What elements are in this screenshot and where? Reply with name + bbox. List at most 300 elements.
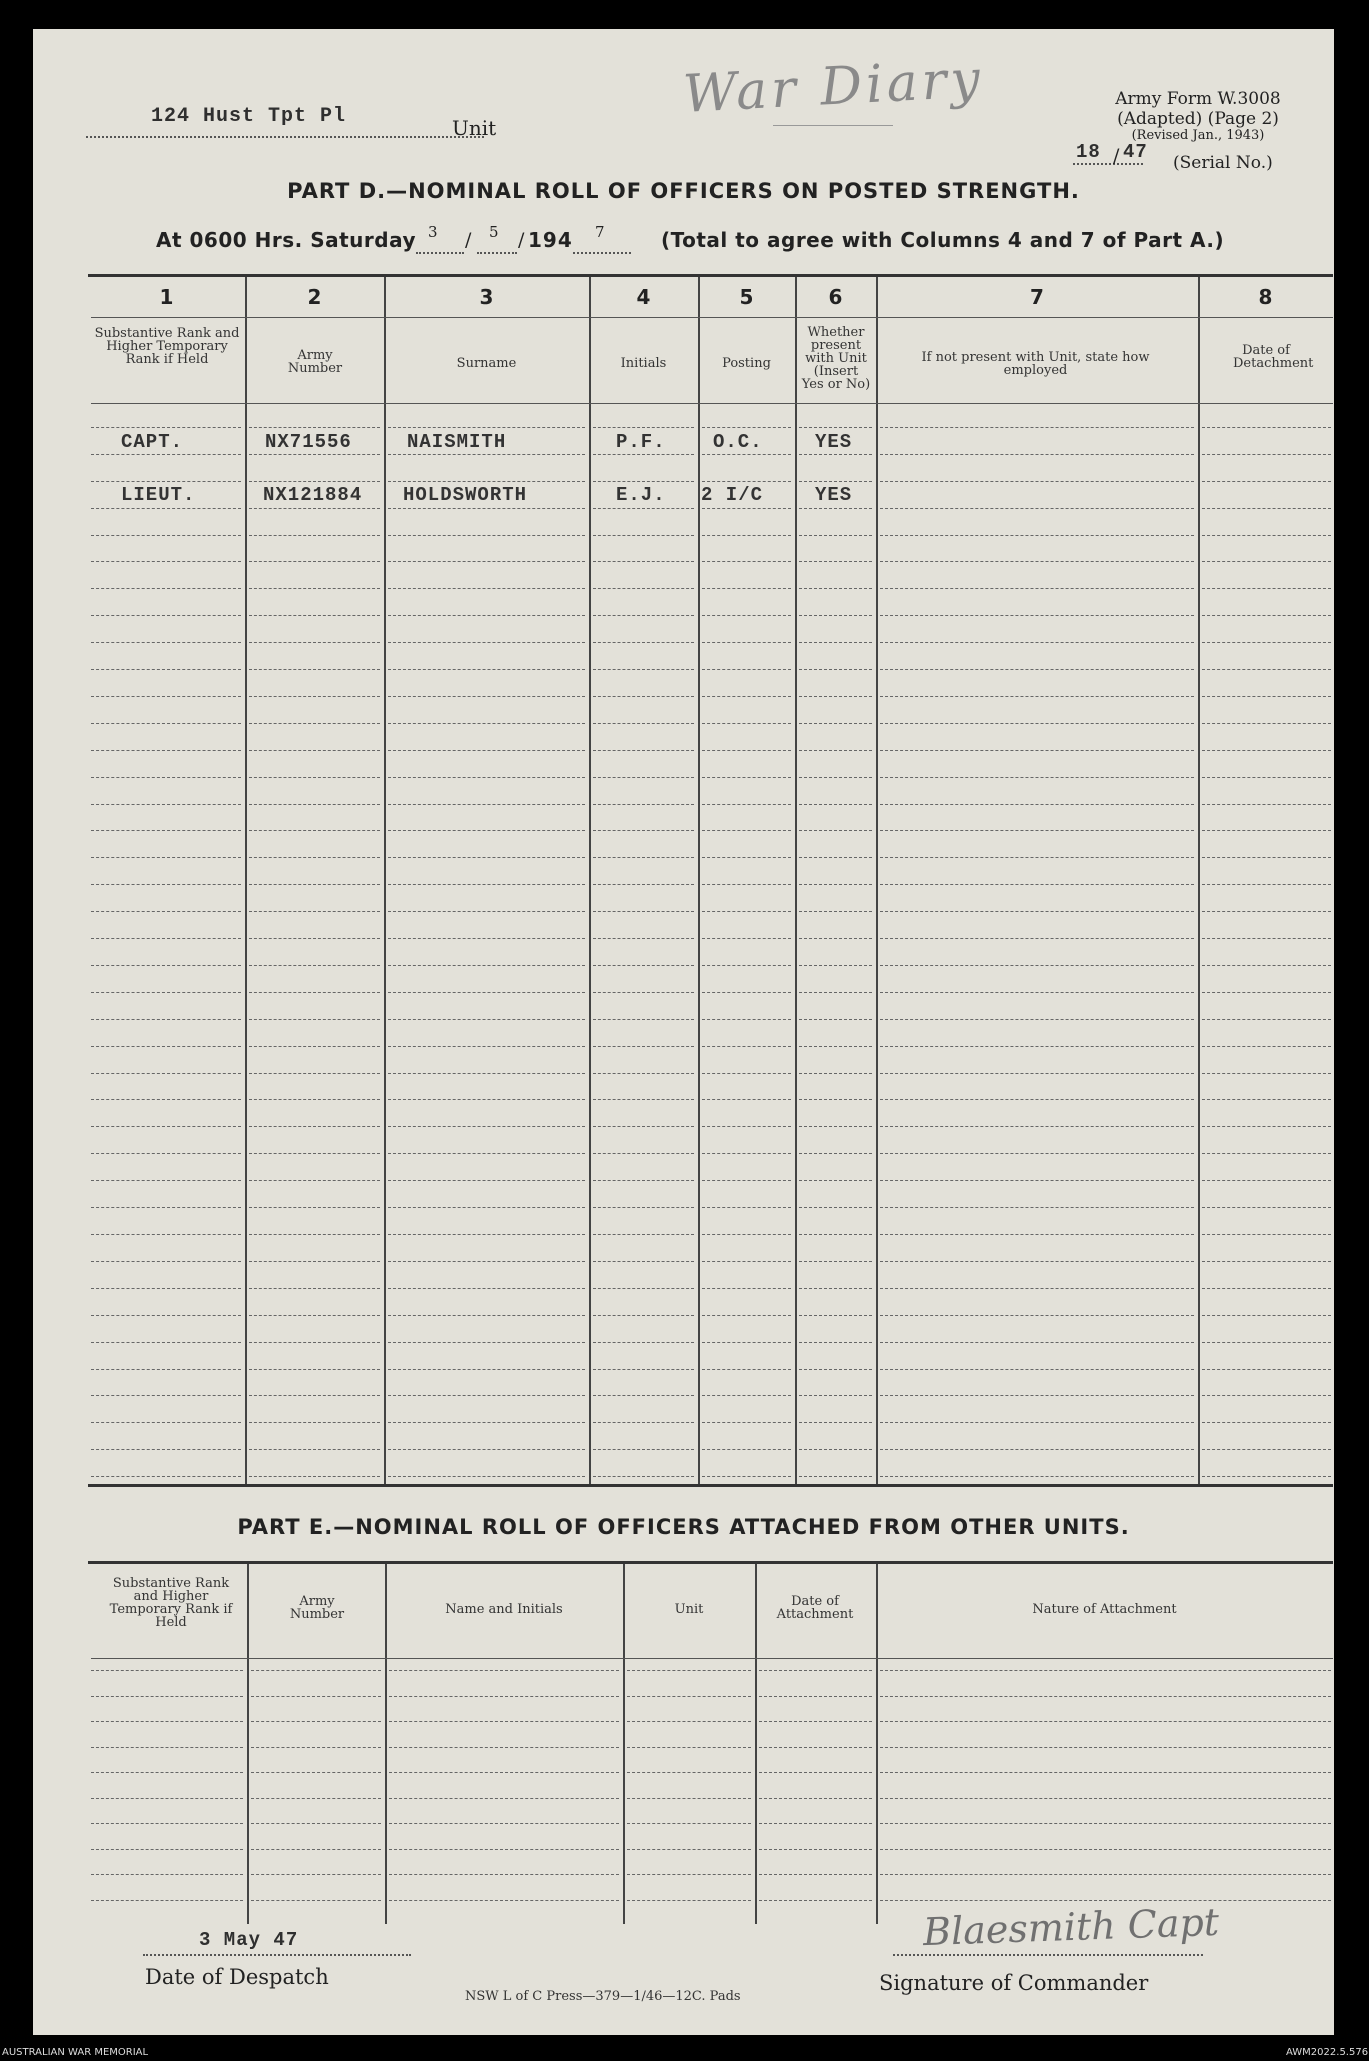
col-number-8: 8	[1258, 285, 1273, 309]
part-d-ruled-line	[249, 1315, 380, 1316]
handwritten-title: War Diary	[681, 49, 986, 125]
part-d-ruled-line	[880, 884, 1194, 885]
part-e-ruled-line	[91, 1696, 243, 1697]
part-d-ruled-line	[593, 1099, 694, 1100]
part-d-ruled-line	[593, 454, 694, 455]
part-d-ruled-line	[799, 1315, 872, 1316]
part-d-ruled-line	[1202, 1180, 1331, 1181]
part-d-year-digit: 7	[595, 223, 605, 241]
part-d-ruled-line	[91, 804, 241, 805]
part-d-ruled-line	[593, 481, 694, 482]
part-d-ruled-line	[880, 1261, 1194, 1262]
form-revised: (Revised Jan., 1943)	[1131, 128, 1265, 143]
part-d-ruled-line	[249, 1288, 380, 1289]
part-e-ruled-line	[251, 1900, 381, 1901]
part-d-ruled-line	[702, 1395, 791, 1396]
part-e-ruled-line	[627, 1874, 751, 1875]
part-d-ruled-line	[880, 696, 1194, 697]
part-e-ruled-line	[91, 1772, 243, 1773]
part-d-ruled-line	[702, 1153, 791, 1154]
part-d-ruled-line	[91, 1422, 241, 1423]
part-d-ruled-line	[91, 1234, 241, 1235]
part-d-ruled-line	[799, 454, 872, 455]
part-d-ruled-line	[702, 1099, 791, 1100]
part-d-ruled-line	[388, 750, 585, 751]
part-d-ruled-line	[91, 1315, 241, 1316]
e-divider-2	[385, 1564, 387, 1924]
part-d-time-prefix: At 0600 Hrs. Saturday	[156, 228, 416, 252]
part-d-ruled-line	[388, 1234, 585, 1235]
part-d-ruled-line	[388, 857, 585, 858]
e-header-unit: Unit	[674, 1602, 704, 1617]
part-d-ruled-line	[702, 1315, 791, 1316]
part-e-ruled-line	[251, 1874, 381, 1875]
part-d-ruled-line	[91, 1153, 241, 1154]
part-d-ruled-line	[91, 992, 241, 993]
part-d-ruled-line	[91, 1476, 241, 1477]
part-d-ruled-line	[702, 965, 791, 966]
part-d-ruled-line	[388, 1369, 585, 1370]
part-d-ruled-line	[388, 911, 585, 912]
part-d-ruled-line	[799, 911, 872, 912]
part-d-ruled-line	[388, 884, 585, 885]
part-e-ruled-line	[91, 1798, 243, 1799]
part-e-ruled-line	[389, 1798, 619, 1799]
part-d-ruled-line	[91, 1073, 241, 1074]
part-d-ruled-line	[91, 1099, 241, 1100]
part-e-ruled-line	[251, 1849, 381, 1850]
part-d-ruled-line	[91, 481, 241, 482]
part-d-ruled-line	[702, 938, 791, 939]
part-d-ruled-line	[249, 1342, 380, 1343]
part-d-ruled-line	[388, 1261, 585, 1262]
part-d-ruled-line	[593, 750, 694, 751]
part-e-ruled-line	[251, 1670, 381, 1671]
part-d-ruled-line	[880, 615, 1194, 616]
form-adapted: (Adapted) (Page 2)	[1117, 109, 1279, 129]
part-d-ruled-line	[1202, 1234, 1331, 1235]
col-number-5: 5	[739, 285, 754, 309]
d-divider-5	[795, 277, 797, 1484]
part-d-ruled-line	[799, 535, 872, 536]
part-d-ruled-line	[1202, 965, 1331, 966]
part-d-ruled-line	[702, 1180, 791, 1181]
part-d-ruled-line	[249, 427, 380, 428]
e-divider-4	[755, 1564, 757, 1924]
part-d-ruled-line	[880, 804, 1194, 805]
row-1-number: NX71556	[265, 431, 352, 453]
part-d-ruled-line	[388, 696, 585, 697]
part-d-ruled-line	[249, 1207, 380, 1208]
handwriting-underline	[773, 125, 893, 126]
part-d-ruled-line	[702, 830, 791, 831]
part-d-ruled-line	[1202, 1369, 1331, 1370]
part-d-ruled-line	[91, 1126, 241, 1127]
part-d-ruled-line	[702, 481, 791, 482]
part-d-ruled-line	[880, 1422, 1194, 1423]
part-d-ruled-line	[702, 588, 791, 589]
part-d-ruled-line	[702, 642, 791, 643]
part-e-ruled-line	[91, 1874, 243, 1875]
part-d-ruled-line	[388, 965, 585, 966]
part-e-ruled-line	[880, 1696, 1331, 1697]
despatch-label: Date of Despatch	[145, 1965, 329, 1989]
part-d-ruled-line	[1202, 723, 1331, 724]
part-d-ruled-line	[702, 857, 791, 858]
part-d-ruled-line	[1202, 508, 1331, 509]
part-d-ruled-line	[388, 1099, 585, 1100]
part-d-ruled-line	[388, 1153, 585, 1154]
part-d-ruled-line	[249, 1019, 380, 1020]
part-d-ruled-line	[91, 1261, 241, 1262]
part-d-ruled-line	[1202, 911, 1331, 912]
part-e-ruled-line	[389, 1670, 619, 1671]
part-d-ruled-line	[593, 615, 694, 616]
part-d-ruled-line	[388, 508, 585, 509]
part-d-ruled-line	[799, 1099, 872, 1100]
part-d-ruled-line	[799, 723, 872, 724]
serial-label: (Serial No.)	[1173, 153, 1273, 173]
part-d-ruled-line	[880, 561, 1194, 562]
part-d-ruled-line	[91, 911, 241, 912]
part-d-ruled-line	[249, 481, 380, 482]
d-header-bottom-line	[91, 403, 1333, 404]
signature-dotted-line	[893, 1954, 1203, 1956]
part-d-ruled-line	[702, 561, 791, 562]
part-d-ruled-line	[388, 1342, 585, 1343]
part-d-ruled-line	[593, 1046, 694, 1047]
part-d-ruled-line	[593, 561, 694, 562]
despatch-date: 3 May 47	[199, 1929, 299, 1951]
col-number-1: 1	[159, 285, 174, 309]
part-d-ruled-line	[249, 1099, 380, 1100]
part-d-ruled-line	[1202, 1449, 1331, 1450]
part-e-ruled-line	[880, 1721, 1331, 1722]
part-d-ruled-line	[702, 992, 791, 993]
part-d-ruled-line	[799, 750, 872, 751]
part-d-ruled-line	[1202, 1019, 1331, 1020]
part-d-ruled-line	[1202, 884, 1331, 885]
part-e-ruled-line	[91, 1849, 243, 1850]
part-d-ruled-line	[799, 588, 872, 589]
part-d-ruled-line	[593, 1288, 694, 1289]
part-d-ruled-line	[388, 1395, 585, 1396]
part-d-title: PART D.—NOMINAL ROLL OF OFFICERS ON POSTED STRENGTH.	[287, 179, 1080, 203]
part-d-ruled-line	[702, 884, 791, 885]
part-d-ruled-line	[388, 1315, 585, 1316]
part-d-ruled-line	[249, 1126, 380, 1127]
part-d-ruled-line	[880, 1207, 1194, 1208]
part-e-ruled-line	[251, 1696, 381, 1697]
part-e-ruled-line	[389, 1900, 619, 1901]
part-d-ruled-line	[799, 1369, 872, 1370]
part-d-ruled-line	[388, 454, 585, 455]
e-header-nature: Nature of Attachment	[1032, 1602, 1177, 1617]
part-d-ruled-line	[91, 965, 241, 966]
date-slash-1: /	[465, 229, 472, 251]
part-d-ruled-line	[249, 750, 380, 751]
e-divider-5	[876, 1564, 878, 1924]
part-e-ruled-line	[627, 1670, 751, 1671]
part-d-ruled-line	[702, 615, 791, 616]
part-d-ruled-line	[880, 535, 1194, 536]
part-d-ruled-line	[91, 938, 241, 939]
part-d-ruled-line	[91, 1288, 241, 1289]
part-d-ruled-line	[388, 1449, 585, 1450]
part-d-ruled-line	[799, 992, 872, 993]
part-d-ruled-line	[249, 1422, 380, 1423]
part-e-ruled-line	[91, 1900, 243, 1901]
part-d-ruled-line	[91, 857, 241, 858]
part-d-ruled-line	[880, 454, 1194, 455]
part-d-ruled-line	[593, 427, 694, 428]
part-d-ruled-line	[799, 1449, 872, 1450]
part-d-ruled-line	[388, 615, 585, 616]
part-d-ruled-line	[880, 588, 1194, 589]
part-d-ruled-line	[880, 992, 1194, 993]
part-d-ruled-line	[388, 481, 585, 482]
part-d-ruled-line	[593, 857, 694, 858]
part-d-ruled-line	[702, 1234, 791, 1235]
part-d-ruled-line	[1202, 481, 1331, 482]
part-d-ruled-line	[593, 1476, 694, 1477]
part-d-ruled-line	[249, 1073, 380, 1074]
part-d-ruled-line	[702, 1288, 791, 1289]
part-d-ruled-line	[249, 938, 380, 939]
row-2-number: NX121884	[263, 484, 363, 506]
col-header-employed: If not present with Unit, state how employed	[921, 350, 1150, 378]
part-d-ruled-line	[388, 1207, 585, 1208]
part-d-ruled-line	[91, 1019, 241, 1020]
part-d-ruled-line	[388, 804, 585, 805]
col-header-surname: Surname	[456, 356, 517, 371]
row-2-present: YES	[815, 484, 853, 506]
part-e-ruled-line	[251, 1721, 381, 1722]
part-e-ruled-line	[880, 1874, 1331, 1875]
row-1-surname: NAISMITH	[407, 431, 507, 453]
part-d-ruled-line	[702, 1073, 791, 1074]
part-d-ruled-line	[702, 723, 791, 724]
part-e-ruled-line	[627, 1798, 751, 1799]
col-number-7: 7	[1030, 285, 1044, 309]
e-divider-1	[247, 1564, 249, 1924]
part-d-ruled-line	[249, 1369, 380, 1370]
year-dotted-line	[573, 252, 631, 254]
part-d-ruled-line	[702, 454, 791, 455]
part-d-ruled-line	[1202, 1153, 1331, 1154]
part-d-ruled-line	[91, 588, 241, 589]
commander-signature: Blaesmith Capt	[922, 1899, 1220, 1955]
part-d-ruled-line	[702, 1422, 791, 1423]
row-1-present: YES	[815, 431, 853, 453]
col-header-present: Whether present with Unit (Insert Yes or No)	[801, 325, 871, 392]
part-d-ruled-line	[388, 1476, 585, 1477]
part-d-ruled-line	[91, 669, 241, 670]
part-d-ruled-line	[799, 1019, 872, 1020]
part-d-ruled-line	[702, 1019, 791, 1020]
part-d-ruled-line	[799, 1207, 872, 1208]
part-d-ruled-line	[880, 1153, 1194, 1154]
part-e-ruled-line	[880, 1823, 1331, 1824]
part-d-ruled-line	[880, 1476, 1194, 1477]
part-d-ruled-line	[1202, 535, 1331, 536]
part-e-ruled-line	[251, 1772, 381, 1773]
d-header-top-line	[91, 317, 1333, 318]
part-d-ruled-line	[1202, 1476, 1331, 1477]
part-d-ruled-line	[388, 588, 585, 589]
part-d-ruled-line	[388, 1288, 585, 1289]
col-number-6: 6	[828, 285, 843, 309]
part-d-ruled-line	[799, 481, 872, 482]
part-d-ruled-line	[91, 1369, 241, 1370]
part-d-ruled-line	[249, 884, 380, 885]
part-d-year-prefix: 194	[528, 228, 573, 252]
part-e-ruled-line	[627, 1747, 751, 1748]
row-2-surname: HOLDSWORTH	[403, 484, 528, 506]
col-header-detachment: Date of Detachment	[1233, 343, 1314, 371]
part-d-ruled-line	[593, 1422, 694, 1423]
part-d-ruled-line	[799, 965, 872, 966]
part-d-ruled-line	[702, 911, 791, 912]
part-d-ruled-line	[799, 1073, 872, 1074]
part-e-ruled-line	[91, 1747, 243, 1748]
e-header-rank: Substantive Rank and Higher Temporary Rank if Held	[109, 1576, 233, 1630]
part-d-ruled-line	[388, 1019, 585, 1020]
part-e-ruled-line	[91, 1721, 243, 1722]
serial-dotted-line	[1073, 163, 1143, 165]
part-d-ruled-line	[91, 1449, 241, 1450]
form-page	[33, 29, 1334, 2035]
part-d-ruled-line	[1202, 454, 1331, 455]
part-d-ruled-line	[880, 1046, 1194, 1047]
part-d-ruled-line	[388, 777, 585, 778]
part-d-ruled-line	[249, 1046, 380, 1047]
part-d-ruled-line	[1202, 938, 1331, 939]
part-d-ruled-line	[593, 1180, 694, 1181]
part-d-ruled-line	[91, 642, 241, 643]
part-d-ruled-line	[702, 1261, 791, 1262]
row-2-rank: LIEUT.	[121, 484, 196, 506]
unit-value: 124 Hust Tpt Pl	[151, 105, 347, 128]
part-d-ruled-line	[1202, 1207, 1331, 1208]
part-d-ruled-line	[880, 1073, 1194, 1074]
col-number-3: 3	[479, 285, 494, 309]
d-divider-1	[245, 277, 247, 1484]
part-d-ruled-line	[593, 723, 694, 724]
part-d-ruled-line	[593, 804, 694, 805]
part-d-ruled-line	[388, 1073, 585, 1074]
part-e-ruled-line	[389, 1874, 619, 1875]
part-d-ruled-line	[1202, 1288, 1331, 1289]
part-d-ruled-line	[702, 427, 791, 428]
part-d-ruled-line	[799, 777, 872, 778]
part-d-ruled-line	[91, 454, 241, 455]
part-d-ruled-line	[388, 1180, 585, 1181]
part-d-ruled-line	[593, 777, 694, 778]
part-d-ruled-line	[593, 830, 694, 831]
part-d-ruled-line	[593, 965, 694, 966]
part-d-ruled-line	[91, 696, 241, 697]
part-d-ruled-line	[880, 911, 1194, 912]
part-d-ruled-line	[1202, 1342, 1331, 1343]
part-d-ruled-line	[388, 830, 585, 831]
part-d-ruled-line	[799, 696, 872, 697]
d-divider-4	[698, 277, 700, 1484]
part-d-ruled-line	[880, 1342, 1194, 1343]
part-e-ruled-line	[389, 1849, 619, 1850]
part-d-ruled-line	[1202, 642, 1331, 643]
part-d-ruled-line	[249, 669, 380, 670]
part-d-ruled-line	[1202, 804, 1331, 805]
part-d-ruled-line	[1202, 1315, 1331, 1316]
part-d-ruled-line	[388, 1046, 585, 1047]
part-d-ruled-line	[702, 696, 791, 697]
part-e-ruled-line	[627, 1823, 751, 1824]
part-d-ruled-line	[1202, 992, 1331, 993]
part-e-ruled-line	[759, 1823, 872, 1824]
part-e-ruled-line	[759, 1874, 872, 1875]
part-e-ruled-line	[880, 1772, 1331, 1773]
part-d-ruled-line	[249, 1449, 380, 1450]
part-e-ruled-line	[251, 1747, 381, 1748]
part-d-ruled-line	[593, 1449, 694, 1450]
part-d-ruled-line	[799, 1046, 872, 1047]
e-header-army-number: Army Number	[289, 1594, 345, 1622]
part-d-ruled-line	[799, 884, 872, 885]
date-slash-2: /	[518, 229, 525, 251]
part-e-ruled-line	[759, 1721, 872, 1722]
part-e-top-rule	[88, 1561, 1333, 1564]
part-d-ruled-line	[880, 642, 1194, 643]
part-e-ruled-line	[389, 1721, 619, 1722]
row-1-rank: CAPT.	[121, 431, 184, 453]
e-header-underline	[91, 1658, 1333, 1659]
row-2-initials: E.J.	[616, 484, 666, 506]
part-d-ruled-line	[91, 535, 241, 536]
part-d-ruled-line	[593, 911, 694, 912]
part-d-ruled-line	[249, 535, 380, 536]
part-d-ruled-line	[880, 1234, 1194, 1235]
part-d-ruled-line	[249, 777, 380, 778]
part-d-ruled-line	[388, 669, 585, 670]
part-e-ruled-line	[91, 1823, 243, 1824]
part-d-ruled-line	[249, 615, 380, 616]
part-d-ruled-line	[388, 1126, 585, 1127]
part-e-ruled-line	[880, 1747, 1331, 1748]
part-d-ruled-line	[1202, 615, 1331, 616]
part-e-ruled-line	[759, 1900, 872, 1901]
part-d-ruled-line	[702, 1449, 791, 1450]
part-d-ruled-line	[91, 1180, 241, 1181]
part-d-ruled-line	[799, 1126, 872, 1127]
part-d-ruled-line	[593, 1126, 694, 1127]
row-1-posting: O.C.	[713, 431, 763, 453]
part-d-ruled-line	[702, 1046, 791, 1047]
part-d-bottom-rule	[88, 1484, 1333, 1487]
part-d-ruled-line	[799, 938, 872, 939]
part-d-ruled-line	[702, 535, 791, 536]
part-d-ruled-line	[702, 750, 791, 751]
despatch-dotted-line	[143, 1954, 411, 1956]
part-e-ruled-line	[759, 1772, 872, 1773]
part-e-ruled-line	[627, 1772, 751, 1773]
part-d-ruled-line	[1202, 1046, 1331, 1047]
col-header-army-number: Army Number	[287, 348, 343, 376]
part-d-ruled-line	[91, 750, 241, 751]
part-d-ruled-line	[593, 938, 694, 939]
part-d-ruled-line	[799, 1342, 872, 1343]
part-d-ruled-line	[880, 723, 1194, 724]
